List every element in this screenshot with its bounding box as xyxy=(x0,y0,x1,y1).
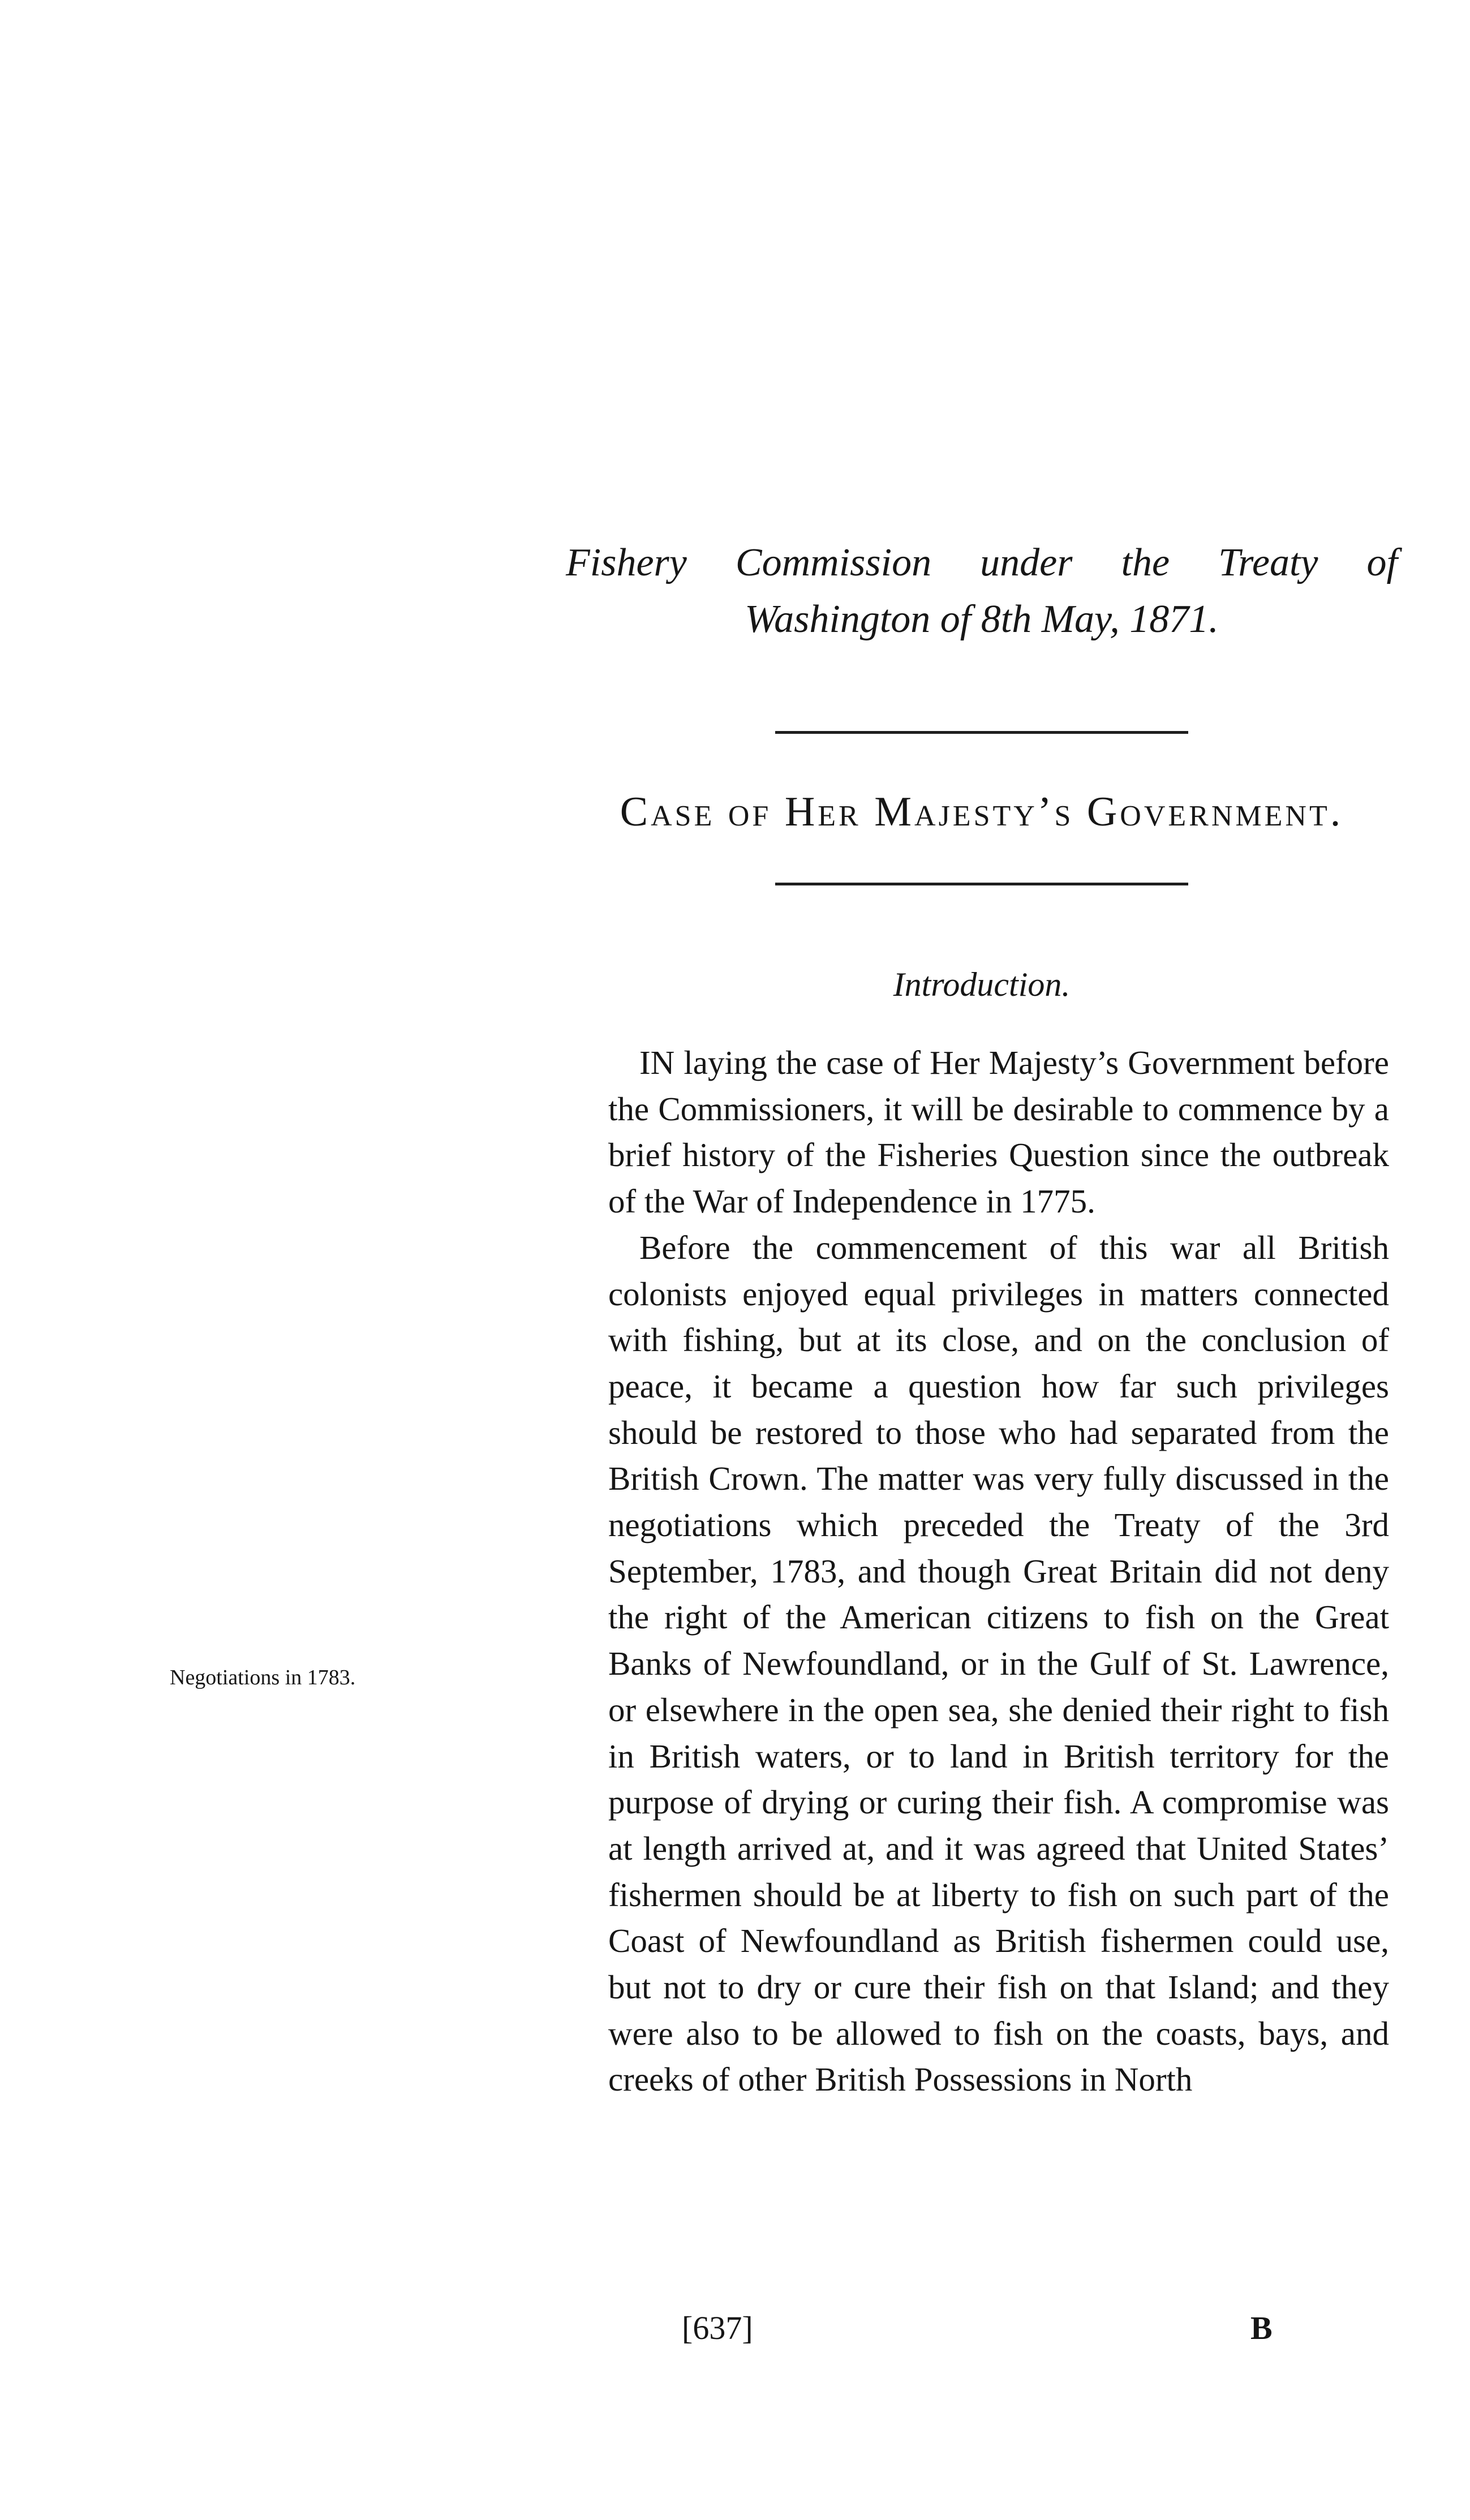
body-text xyxy=(608,1040,1389,2103)
document-title-line-2: Washington of 8th May, 1871. xyxy=(745,597,1219,641)
heading-divider xyxy=(775,883,1188,885)
paragraph-2: Before the commencement of this war all British colonists enjoyed equal privileges in matters connected with fishing, but at its close, and on the conclusion of peace, it became a question how far such privileges should be restored to those who had separated from the British Crown. The matter was very fully discussed in the negotiations which preceded the Treaty of the 3rd September, 1783, and though Great Britain did not deny the right of the American citizens to fish on the Great Banks of Newfoundland, or in the Gulf of St. Lawrence, or elsewhere in the open sea, she denied their right to fish in British waters, or to land in British territory for the purpose of drying or curing their fish. A compromise was at length arrived at, and it was agreed that United States’ fishermen should be at liberty to fish on such part of the Coast of Newfoundland as British fishermen could use, but not to dry or cure their fish on that Island; and they were also to be allowed to fish on the coasts, bays, and creeks of other British Possessions in North xyxy=(608,1228,1389,2098)
title-divider xyxy=(775,731,1188,734)
document-title-line-1: Fishery Commission under the Treaty of xyxy=(566,541,1398,584)
sheet-signature-letter: B xyxy=(1250,2310,1273,2346)
paragraph-1: IN laying the case of Her Majesty’s Government before the Commissioners, it will be desirable to commence by a brief history of the Fisheries Question since the outbreak of the War of Independence in 1775. xyxy=(608,1044,1389,1220)
margin-note: Negotiations in 1783. xyxy=(170,1666,356,1689)
section-heading: Introduction. xyxy=(893,966,1071,1003)
case-heading: Case of Her Majesty’s Government. xyxy=(620,789,1344,835)
printer-signature: [637] xyxy=(682,2310,753,2346)
